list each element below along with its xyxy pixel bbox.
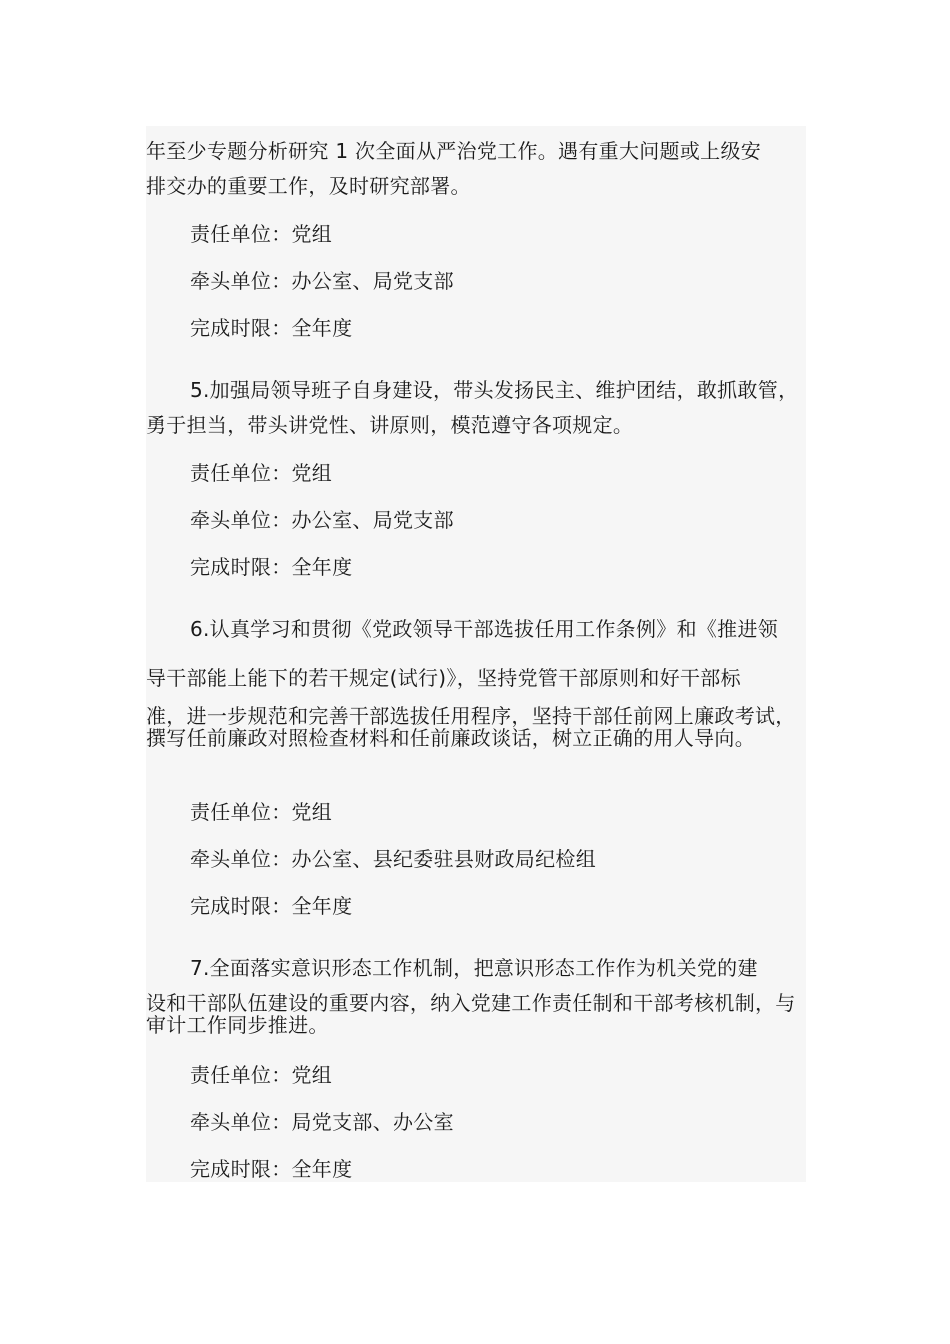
responsible-unit: 责任单位：党组	[190, 1063, 333, 1087]
paragraph-line: 勇于担当，带头讲党性、讲原则，模范遵守各项规定。	[146, 413, 634, 437]
lead-unit: 牵头单位：办公室、局党支部	[190, 508, 454, 532]
paragraph-line: 年至少专题分析研究 1 次全面从严治党工作。遇有重大问题或上级安	[146, 139, 762, 163]
item-6-text: 6.认真学习和贯彻《党政领导干部选拔任用工作条例》和《推进领	[190, 617, 779, 641]
responsible-unit: 责任单位：党组	[190, 222, 333, 246]
lead-unit: 牵头单位：办公室、局党支部	[190, 269, 454, 293]
item-5-text: 5.加强局领导班子自身建设，带头发扬民主、维护团结，敢抓敢管，	[190, 378, 799, 402]
item-7-text: 7.全面落实意识形态工作机制，把意识形态工作作为机关党的建	[190, 956, 758, 980]
deadline: 完成时限：全年度	[190, 1157, 353, 1181]
deadline: 完成时限：全年度	[190, 555, 353, 579]
paragraph-line: 准，进一步规范和完善干部选拔任用程序，坚持干部任前网上廉政考试，撰写任前廉政对照检查材料和任前廉政谈话，树立正确的用人导向。	[146, 704, 796, 750]
deadline: 完成时限：全年度	[190, 894, 353, 918]
lead-unit: 牵头单位：办公室、县纪委驻县财政局纪检组	[190, 847, 596, 871]
lead-unit: 牵头单位：局党支部、办公室	[190, 1110, 454, 1134]
paragraph-line: 导干部能上能下的若干规定(试行)》，坚持党管干部原则和好干部标	[146, 666, 741, 690]
paragraph-line: 设和干部队伍建设的重要内容，纳入党建工作责任制和干部考核机制，与审计工作同步推进。	[146, 991, 796, 1037]
deadline: 完成时限：全年度	[190, 316, 353, 340]
responsible-unit: 责任单位：党组	[190, 800, 333, 824]
responsible-unit: 责任单位：党组	[190, 461, 333, 485]
paragraph-line: 排交办的重要工作，及时研究部署。	[146, 174, 471, 198]
